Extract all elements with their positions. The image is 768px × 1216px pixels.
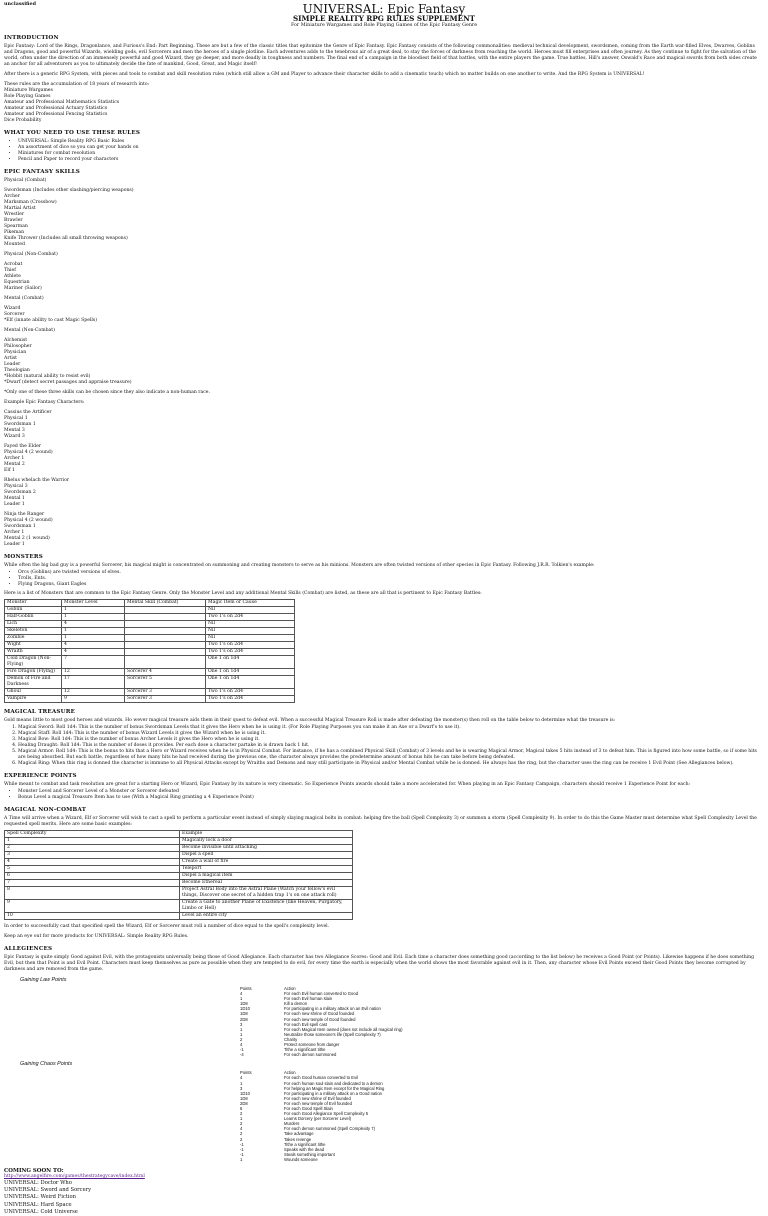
research-item: Amateur and Professional Mathematics Statistics: [4, 100, 120, 105]
example-character: [4, 410, 764, 440]
points-cell: Charity: [284, 1036, 298, 1042]
column-header: Example: [180, 831, 353, 838]
example-character: [4, 444, 764, 474]
points-cell: For each new temple of Evil founded: [284, 1100, 352, 1106]
points-cell: 4: [240, 1042, 243, 1048]
points-cell: For each demon summoned: [284, 1052, 337, 1058]
table-cell: [125, 635, 206, 642]
research-item: Amateur and Professional Fencing Statistics: [4, 112, 108, 117]
experience-item: • Bonus Level a magical Treasure Item has to use (With a Magical Ring granting a 4 Experience Point): [18, 795, 764, 801]
skill-item: Sorcerer: [4, 312, 25, 317]
skill-item: *Dwarf (detect secret passages and appraise treasure): [4, 380, 132, 385]
evil-points-list: [4, 1070, 764, 1162]
points-cell: Learns Dorcery (per Sorcerer Level): [284, 1116, 352, 1122]
table-cell: 7: [5, 880, 180, 887]
monster-example: • Trolls, Ents.: [18, 576, 764, 582]
skills-footnote: *Only one of these three skills can be chosen since they also indicate a non-human race.: [4, 390, 210, 395]
points-cell: 1D8: [240, 1095, 248, 1101]
table-header-row: [5, 600, 295, 607]
points-cell: [4, 1157, 240, 1162]
points-cell: -4: [240, 1052, 244, 1058]
table-row: [5, 676, 295, 689]
points-cell: 1: [240, 1080, 243, 1086]
points-cell: 1D8: [240, 1001, 248, 1007]
table-cell: 3: [5, 852, 180, 859]
points-cell: 3: [240, 1085, 243, 1091]
skill-item: Swordsman (Includes other slashing/piercing weapons): [4, 188, 134, 193]
table-cell: [125, 628, 206, 635]
points-cell: For each Evil spell cast: [284, 1021, 328, 1027]
character-stat: Archer 1: [4, 456, 25, 461]
points-cell: Protect someone from danger: [284, 1042, 340, 1048]
good-points-title: Gaining Law Points: [20, 977, 67, 983]
character-stat: Leader 1: [4, 502, 25, 507]
column-header: Mental Skill (Combat): [125, 600, 206, 607]
points-cell: Steals something important: [284, 1151, 335, 1157]
table-cell: 9: [62, 696, 125, 703]
points-cell: 1: [240, 1116, 243, 1122]
table-cell: Vampire: [5, 696, 62, 703]
table-cell: Two 1's on 2d4: [206, 614, 295, 621]
table-cell: 4: [5, 859, 180, 866]
table-row: [5, 628, 295, 635]
points-cell: 1: [240, 1026, 243, 1032]
table-row: [5, 845, 353, 852]
table-cell: 17: [62, 676, 125, 689]
research-list: [4, 88, 764, 124]
section-heading-magical-noncombat: MAGICAL NON-COMBAT: [4, 807, 87, 813]
requirement-item: • UNIVERSAL: Simple Reality RPG Basic Rules: [18, 139, 764, 145]
document-tagline: For Miniature Wargames and Role Playing Games of the Epic Fantasy Genre: [290, 23, 478, 28]
table-cell: 8: [5, 887, 180, 900]
points-cell: For each human soul slain and dedicated to a demon: [284, 1080, 383, 1086]
skill-item: Spearman: [4, 224, 28, 229]
table-cell: Two 1's on 2d4: [206, 642, 295, 649]
table-cell: Nil: [206, 607, 295, 614]
points-cell: -1: [240, 1047, 244, 1053]
table-cell: 6: [5, 873, 180, 880]
treasure-item: 6. Magical Ring: When this ring is donned the character is immune to all Physical Attacks except by Wraiths and Demons and may still participate in Physical and/or Mental Combat while he is donned. He always has the ring, but the character uses the ring can be receive 1 Evil Point (See Allegiances below).: [18, 761, 764, 767]
skill-group-label: Physical (Non-Combat): [4, 252, 58, 257]
skill-item: Archer: [4, 194, 20, 199]
table-cell: 7: [62, 656, 125, 669]
table-cell: 2: [5, 845, 180, 852]
skill-group-label: Mental (Non-Combat): [4, 328, 55, 333]
table-row: [5, 838, 353, 845]
table-row: [5, 689, 295, 696]
example-character: [4, 478, 764, 508]
series-item: UNIVERSAL: Doctor Who: [4, 1180, 72, 1186]
skill-item: Physician: [4, 350, 27, 355]
good-points-list: [4, 986, 764, 1057]
table-cell: [125, 649, 206, 656]
noncombat-paragraph-3: Keep an eye out for more products for UNIVERSAL: Simple Reality RPG Rules.: [4, 934, 189, 939]
points-cell: Speaks with the dead: [284, 1146, 325, 1152]
table-cell: Cold Dragon (Non-Flying): [5, 656, 62, 669]
points-cell: 2: [240, 1111, 243, 1117]
points-cell: Takes revenge: [284, 1136, 312, 1142]
character-stat: Physical 4 (2 wound): [4, 450, 53, 455]
series-item: UNIVERSAL: Sword and Sorcery: [4, 1187, 92, 1194]
points-cell: 4: [240, 991, 243, 997]
points-cell: Action: [284, 1070, 296, 1076]
treasure-item: 2. Magical Staff: Roll 1d4: This is the number of bonus Wizard Levels it gives the Wizard when he is using it.: [18, 731, 764, 737]
skill-item: Wizard: [4, 306, 21, 311]
section-heading-requirements: WHAT YOU NEED TO USE THESE RULES: [4, 130, 141, 136]
requirement-item: • Pencil and Paper to record your characters: [18, 157, 764, 163]
table-cell: Dispel a magical item: [180, 873, 353, 880]
table-cell: 10: [5, 913, 180, 920]
points-cell: 2: [240, 1131, 243, 1137]
table-cell: Sorcerer 3: [125, 689, 206, 696]
points-cell: Points: [240, 986, 252, 991]
document-page: [4, 0, 764, 1216]
points-cell: 1D10: [240, 1006, 251, 1012]
monsters-paragraph-2: Here is a list of Monsters that are common to the Epic Fantasy Genre. Only the Monster Level and any additional Mental Skills (Combat) are listed, as these are all that is pertinent to Epic Fantasy Battles:: [4, 591, 482, 596]
points-cell: Neutralize those someone's life (Spell Complexity 7): [284, 1031, 381, 1037]
experience-list: [18, 789, 764, 801]
section-heading-treasure: MAGICAL TREASURE: [4, 709, 76, 715]
research-item: Amateur and Professional Actuary Statistics: [4, 106, 108, 111]
document-title: UNIVERSAL: Epic Fantasy: [302, 2, 466, 16]
treasure-item: 3. Magical Bow: Roll 1d4: This is the number of bonus Archer Levels it gives the Hero when he is using it.: [18, 737, 764, 743]
allegiance-paragraph: Epic Fantasy is quite simply Good against Evil, with the protagonists universally being those of Good Allegiance. Each character has two Allegiance Scores: Good and Evil. Each time a character does something good (according to the list below) he receives a Good Point (or Points). Likewise happens if he does something Evil, but then that Point is and Evil Point. Characters must keep themselves as pure as possible when they are tempted to do evil, for every time the earth is especially when the world shows the most favorable against evil in it. Then, any character whose Evil Points exceed their Good Points they become corrupted by darkness and are removed from the game.: [4, 955, 755, 972]
character-stat: Swordsman 1: [4, 524, 36, 529]
experience-paragraph: While meant to combat and task resolution are great for a starting Hero or Wizard, Epic Fantasy by its nature is very cinematic. So Experience Points awards should take a more accelerated for. When playing in an Epic Fantasy Campaign, characters should receive 1 Experience Point for each:: [4, 782, 691, 787]
character-stat: Physical 4 (2 wound): [4, 518, 53, 523]
series-list: [4, 1180, 764, 1216]
points-cell: 6: [240, 1105, 243, 1111]
section-heading-skills: EPIC FANTASY SKILLS: [4, 169, 80, 175]
table-cell: Dispel a spell: [180, 852, 353, 859]
points-cell: 2: [240, 1136, 243, 1142]
section-heading-experience: EXPERIENCE POINTS: [4, 773, 77, 779]
treasure-paragraph: Gold means little to most good heroes and wizards. Ho wever magical treasure aids them in their quest to defeat evil. When a successful Magical Treasure Roll is made after defeating the monster(s) then roll on the table below to determine what the treasure is:: [4, 718, 616, 723]
column-header: Magic Item or Cause: [206, 600, 295, 607]
points-cell: [4, 1052, 240, 1057]
table-cell: 12: [62, 689, 125, 696]
skill-list-physical-noncombat: [4, 262, 764, 292]
skill-item: Athlete: [4, 274, 21, 279]
points-cell: 1: [240, 996, 243, 1002]
table-row: [5, 900, 353, 913]
table-cell: Lich: [5, 621, 62, 628]
skill-item: Wrestler: [4, 212, 25, 217]
points-row: [4, 1052, 764, 1057]
table-row: [5, 642, 295, 649]
table-cell: 1: [62, 607, 125, 614]
treasure-list: [18, 725, 764, 767]
points-cell: 2: [240, 1121, 243, 1127]
points-cell: 4: [240, 1126, 243, 1132]
points-cell: For participating in a military attack on an Evil nation: [284, 1006, 381, 1012]
table-cell: Create a Gate to another Plane of Existence (like Heaven, Purgatory, Limbo or Hell): [180, 900, 353, 913]
table-cell: Two 1's on 2d4: [206, 649, 295, 656]
table-cell: Goblin: [5, 607, 62, 614]
points-cell: 3: [240, 1021, 243, 1027]
points-cell: For each Good Allegiance Spell Complexity 5: [284, 1111, 369, 1117]
skill-item: Equestrian: [4, 280, 30, 285]
website-link[interactable]: http://www.angelfire.com/games/thestrategycave/index.html: [4, 1174, 145, 1179]
table-row: [5, 649, 295, 656]
points-cell: For helping an Magic Item except for the Magical Ring: [284, 1085, 385, 1091]
coming-soon-label: COMING SOON TO:: [4, 1168, 64, 1174]
table-cell: [125, 621, 206, 628]
table-cell: Ghoul: [5, 689, 62, 696]
points-cell: For each new shrine of Good founded: [284, 1011, 355, 1017]
table-cell: 4: [62, 649, 125, 656]
points-cell: For each Magical Item owned (does not include all magical ring): [284, 1026, 403, 1032]
table-cell: 5: [5, 866, 180, 873]
table-row: [5, 621, 295, 628]
examples-heading: Example Epic Fantasy Characters:: [4, 400, 85, 405]
points-cell: 2: [240, 1036, 243, 1042]
table-cell: 1: [62, 628, 125, 635]
skill-item: Knife Thrower (Includes all small throwing weapons): [4, 236, 128, 241]
section-heading-monsters: MONSTERS: [4, 554, 43, 560]
series-item: UNIVERSAL: Cold Universe: [4, 1208, 78, 1215]
monsters-paragraph-1: While often the big bad guy is a powerful Sorcerer, his magical might is concentrated on summoning and creating monsters to serve as his minions. Monsters are often twisted versions of other species in Epic Fantasy. Following J.R.R. Tolkien's example:: [4, 563, 595, 568]
points-cell: 1D10: [240, 1090, 251, 1096]
table-row: [5, 887, 353, 900]
points-cell: For each new shrine of Evil founded: [284, 1095, 351, 1101]
table-row: [5, 635, 295, 642]
table-cell: Wraith: [5, 649, 62, 656]
points-cell: Kill a demon: [284, 1001, 308, 1007]
research-item: Role Playing Games: [4, 94, 51, 99]
table-cell: 12: [62, 669, 125, 676]
character-name: Rhelus whelach the Warrior: [4, 478, 70, 483]
points-cell: -1: [240, 1146, 244, 1152]
table-cell: Half-Goblin: [5, 614, 62, 621]
points-cell: Tithe a significant tithe: [284, 1141, 326, 1147]
series-item: UNIVERSAL: Hard Space: [4, 1201, 72, 1208]
skill-item: *Hobbit (natural ability to resist evil): [4, 374, 91, 379]
points-cell: 2D8: [240, 1100, 248, 1106]
skill-group-label: Physical (Combat): [4, 178, 47, 183]
skill-item: Philosopher: [4, 344, 32, 349]
table-cell: Create a wall of fire: [180, 859, 353, 866]
skill-item: Mariner (Sailor): [4, 286, 42, 291]
noncombat-paragraph-2: In order to successfully cast that specified spell the Wizard, Elf or Sorcerer must roll a number of dice equal to the spell's complexity level.: [4, 924, 330, 929]
series-item: UNIVERSAL: Weird Fiction: [4, 1194, 76, 1201]
skill-item: Alchemist: [4, 338, 28, 343]
character-stat: Swordsman 2: [4, 490, 36, 495]
character-name: Cassius the Artificer: [4, 410, 52, 415]
skill-item: Mounted: [4, 242, 25, 247]
intro-paragraph-3: These rules are the accumulation of 18 years of research into:: [4, 82, 150, 87]
table-cell: Skeleton: [5, 628, 62, 635]
table-cell: Become Ethereal: [180, 880, 353, 887]
points-cell: Wounds someone: [284, 1156, 318, 1162]
character-stat: Wizard 3: [4, 434, 25, 439]
character-stat: Leader 1: [4, 542, 25, 547]
points-cell: For each Good Spell Slain: [284, 1105, 333, 1111]
spell-complexity-table: [4, 830, 353, 920]
skill-item: Marksman (Crossbow): [4, 200, 57, 205]
research-item: Dice Probability: [4, 118, 42, 123]
table-row: [5, 696, 295, 703]
points-cell: For each Evil human converted to Good: [284, 991, 359, 997]
treasure-item: 4. Healing Draught: Roll 1d4: This is the number of doses it provides. Per each dose a character partake in is drawn back 1 hit.: [18, 743, 764, 749]
table-cell: Level an entire city: [180, 913, 353, 920]
table-cell: 1: [62, 614, 125, 621]
skill-item: Theologian: [4, 368, 30, 373]
table-cell: One 1 on 1d4: [206, 676, 295, 689]
skill-item: *Elf (innate ability to cast Magic Spells): [4, 318, 98, 323]
monster-example: • Flying Dragons, Giant Eagles: [18, 582, 764, 588]
table-cell: Sorcerer 3: [125, 696, 206, 703]
table-cell: One 1 on 1d4: [206, 656, 295, 669]
skill-item: Pikeman: [4, 230, 25, 235]
monster-example: • Orcs (Goblins) are twisted versions of elves.: [18, 570, 764, 576]
table-row: [5, 669, 295, 676]
skill-group-label: Mental (Combat): [4, 296, 44, 301]
table-cell: [125, 656, 206, 669]
points-cell: 2D8: [240, 1016, 248, 1022]
table-cell: Fire Dragon (Flying): [5, 669, 62, 676]
character-name: Ninja the Ranger: [4, 512, 45, 517]
skill-item: Thief: [4, 268, 16, 273]
character-stat: Swordsman 1: [4, 422, 36, 427]
character-stat: Physical 3: [4, 484, 28, 489]
evil-points-title: Gaining Chaos Points: [20, 1061, 73, 1068]
points-cell: 4: [240, 1075, 243, 1081]
requirements-list: [18, 139, 764, 163]
monster-table: [4, 599, 295, 703]
character-stat: Physical 1: [4, 416, 28, 421]
section-heading-allegiances: ALLEGIENCES: [4, 946, 53, 952]
skill-list-mental-noncombat: [4, 338, 764, 386]
table-row: [5, 852, 353, 859]
treasure-item: 1. Magical Sword: Roll 1d4: This is the number of bonus Swordsman Levels that it gives the Hero when he is using it. (For Role Playing Purposes you can make it an Axe or a Dwarf's to use it).: [18, 725, 764, 731]
column-header: Monster Level: [62, 600, 125, 607]
table-cell: 1: [62, 635, 125, 642]
table-cell: One 1 on 1d4: [206, 669, 295, 676]
intro-paragraph-1: Epic Fantasy: Lord of the Rings, Dragonlance, and Furious's End: Part Beginning. These are but a few of the classic titles that epitomize the Genre of Epic Fantasy. Epic Fantasy consists of the following commonalities: medieval technical development, swordsmen, coming from the Earth war-filled Elves, Dwarves, Goblins and Dragons, good and powerful Wizards, wielding gods, evil Sorcerers and men the heroes of a single plotline. Each adventures adds to the tenebrous air of a great deal, to stay the forces of darkness from reaching the world. Heroes must fill enterprises and often journey. As they continue to fight for the salvation of the world, often under the direction of an immensely powerful and good Wizard, they go deeper, and more deadly in toughness and numbers. The final end of a campaign in the bloodiest field of that battles, with the entire players the game. True battles, Hill's answer, Oswald's Race and magical swords from both sides create an anchor for all adventurers as you to ultimately decide the fate of mankind, Good, Great, and Magic itself!: [4, 44, 757, 67]
monster-examples-list: [18, 570, 764, 588]
section-heading-introduction: INTRODUCTION: [4, 35, 59, 41]
points-cell: Take advantage: [284, 1131, 314, 1137]
table-cell: Teleport: [180, 866, 353, 873]
points-cell: -1: [240, 1151, 244, 1157]
skill-item: Acrobat: [4, 262, 23, 267]
points-cell: For each Evil human slain: [284, 996, 333, 1002]
points-row: [4, 1157, 764, 1162]
intro-paragraph-2: After there is a generic RPG System, with pieces and tools to combat and skill resolution rules (which still allow a GM and Player to advance their character skills to add a cinematic touch) which no matter builds on one another to write. And the RPG System is UNIVERSAL!: [4, 72, 645, 77]
table-cell: 4: [62, 642, 125, 649]
requirement-item: • An assortment of dice so you can get your hands on: [18, 145, 764, 151]
table-cell: Two 1's on 2d4: [206, 689, 295, 696]
points-cell: For each new temple of Good founded: [284, 1016, 356, 1022]
character-stat: Mental 1: [4, 496, 25, 501]
table-cell: Nil: [206, 628, 295, 635]
table-cell: Wight: [5, 642, 62, 649]
table-cell: Become invisible until attacking: [180, 845, 353, 852]
character-stat: Elf 1: [4, 468, 15, 473]
table-cell: Sorcerer 5: [125, 676, 206, 689]
table-row: [5, 880, 353, 887]
character-stat: Mental 2 (1 wound): [4, 536, 50, 541]
points-cell: Action: [284, 986, 296, 991]
points-cell: For each demon summoned (Spell Complexity 7): [284, 1126, 376, 1132]
table-row: [5, 614, 295, 621]
points-cell: Murders: [284, 1121, 300, 1127]
table-row: [5, 866, 353, 873]
skill-list-physical-combat: [4, 188, 764, 248]
skill-item: Brawler: [4, 218, 23, 223]
table-cell: Zombie: [5, 635, 62, 642]
points-cell: 1: [240, 1031, 243, 1037]
character-name: Fayed the Elder: [4, 444, 41, 449]
table-cell: 4: [62, 621, 125, 628]
table-row: [5, 607, 295, 614]
table-cell: Sorcerer 4: [125, 669, 206, 676]
example-character: [4, 512, 764, 548]
table-cell: Demon of Fire and Darkness: [5, 676, 62, 689]
skill-item: Leader: [4, 362, 21, 367]
table-cell: [125, 642, 206, 649]
requirement-item: • Miniatures for combat resolution: [18, 151, 764, 157]
treasure-item: 5. Magical Armor: Roll 1d4: This is the bonus to hits that a Hero or Wizard receives when he is in Physical Combat. For instance, if he has a combined Physical Skill (Combat) of 3 levels and he is wearing Magical Armor, Magical takes 5 hits instead of 3 to defeat him. This is figured into how some battle, so if some hits are being absorbed. But each battle, regardless of how many hits he had received during the previous one, the character always provides the predetermine amount of bonus hits he can take before being defeated.: [18, 749, 764, 761]
table-cell: Magically lock a door: [180, 838, 353, 845]
skill-list-mental-combat: [4, 306, 764, 324]
column-header: Spell Complexity: [5, 831, 180, 838]
points-cell: Tithe a significant tithe: [284, 1047, 326, 1053]
points-cell: For each Good human converted to Evil: [284, 1075, 359, 1081]
table-cell: [125, 614, 206, 621]
table-cell: 9: [5, 900, 180, 913]
document-subtitle: SIMPLE REALITY RPG RULES SUPPLEMENT: [292, 14, 475, 23]
table-cell: 1: [5, 838, 180, 845]
points-cell: 1D8: [240, 1011, 248, 1017]
table-cell: Nil: [206, 621, 295, 628]
table-row: [5, 913, 353, 920]
table-cell: Two 1's on 2d4: [206, 696, 295, 703]
points-cell: -1: [240, 1141, 244, 1147]
table-row: [5, 656, 295, 669]
character-stat: Mental 2: [4, 462, 25, 467]
skill-item: Martial Artist: [4, 206, 36, 211]
skill-item: Artist: [4, 356, 18, 361]
classification-label: unclassified: [4, 1, 36, 7]
points-cell: For participating in a military attack on a Good nation: [284, 1090, 382, 1096]
table-cell: Nil: [206, 635, 295, 642]
column-header: Monster: [5, 600, 62, 607]
character-stat: Archer 1: [4, 530, 25, 535]
points-cell: Points: [240, 1070, 252, 1076]
character-stat: Mental 3: [4, 428, 25, 433]
table-cell: [125, 607, 206, 614]
table-row: [5, 859, 353, 866]
noncombat-paragraph-1: A Time will arrive when a Wizard, Elf or Sorcerer will wish to cast a spell to perform a particular event instead of simply slaying magical bolts in combat: helping fire the ball (Spell Complexity 3) or summon a storm (Spell Complexity 9). In order to do this the Game Master must determine what Spell Complexity Level the requested spell merits. Here are some basic examples:: [4, 816, 757, 827]
table-header-row: [5, 831, 353, 838]
research-item: Miniature Wargames: [4, 88, 53, 93]
experience-item: • Monster Level and Sorcerer Level of a Monster or Sorcerer defeated: [18, 789, 764, 795]
table-cell: Project Astral Body into the Astral Plane (Watch your fellow's evil things, Discover one secret of a hidden trap 1's on one attack roll): [180, 887, 353, 900]
table-row: [5, 873, 353, 880]
points-cell: 1: [240, 1156, 243, 1162]
